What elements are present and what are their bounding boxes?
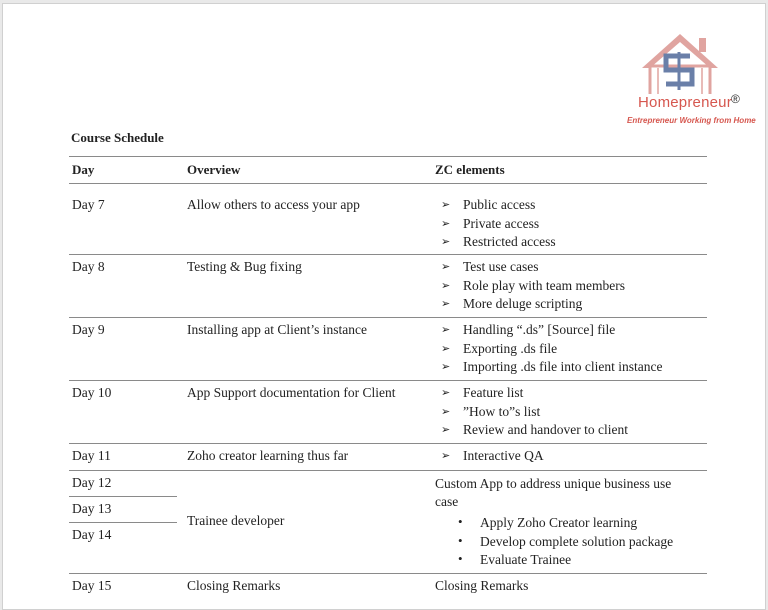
house-dollar-icon [628, 32, 750, 94]
row-rule [69, 443, 707, 444]
row-elements-list [441, 385, 628, 441]
row-elements-list [441, 448, 544, 467]
row-elements-intro: Custom App to address unique business use case [435, 476, 672, 509]
arrow-bullet-icon: ➢ [441, 404, 451, 418]
list-item: ➢ Public access [441, 197, 536, 212]
arrow-bullet-icon: ➢ [441, 278, 451, 292]
bullet-icon: • [458, 532, 463, 548]
row-elements-list [441, 322, 662, 378]
list-item: ➢ Test use cases [441, 259, 539, 274]
row-overview: Testing & Bug fixing [187, 259, 302, 274]
row-day: Day 10 [72, 385, 112, 400]
list-item: ➢ Feature list [441, 385, 524, 400]
row-overview: Closing Remarks [187, 578, 281, 593]
arrow-bullet-icon: ➢ [441, 323, 451, 336]
list-item: ➢ Restricted access [441, 234, 556, 249]
arrow-bullet-icon: ➢ [441, 449, 451, 462]
column-header-zc-elements: ZC elements [435, 162, 505, 177]
column-header-overview: Overview [187, 162, 241, 177]
arrow-bullet-icon: ➢ [441, 260, 451, 273]
row-rule [69, 380, 707, 381]
sub-row-rule [69, 522, 177, 523]
list-item: ➢ Exporting .ds file [441, 340, 558, 356]
arrow-bullet-icon: ➢ [441, 235, 451, 248]
bullet-icon: • [458, 551, 463, 566]
list-item: • Evaluate Trainee [458, 551, 572, 567]
row-overview: Allow others to access your app [187, 197, 360, 212]
list-item: ➢ Importing .ds file into client instance [441, 359, 663, 374]
list-item: ➢ Private access [441, 215, 540, 231]
row-overview: Trainee developer [187, 513, 285, 528]
document-page [2, 3, 766, 610]
row-overview: App Support documentation for Client [187, 385, 396, 400]
arrow-bullet-icon: ➢ [441, 423, 451, 436]
list-item: ➢ Role play with team members [441, 277, 625, 293]
homepreneur-logo [627, 32, 756, 132]
row-rule [69, 254, 707, 255]
table-top-rule [69, 156, 707, 157]
row-day: Day 9 [72, 322, 105, 337]
list-item: ➢ Handling “.ds” [Source] file [441, 322, 616, 337]
bullet-icon: • [458, 514, 463, 529]
arrow-bullet-icon: ➢ [441, 198, 451, 211]
row-day: Day 12 [72, 475, 112, 490]
header-rule [69, 183, 707, 184]
arrow-bullet-icon: ➢ [441, 360, 451, 373]
row-rule [69, 573, 707, 574]
logo-registered-mark: ® [731, 92, 740, 106]
list-item: ➢ ”How to”s list [441, 403, 541, 419]
row-overview: Zoho creator learning thus far [187, 448, 349, 463]
row-day: Day 14 [72, 527, 112, 542]
arrow-bullet-icon: ➢ [441, 386, 451, 399]
row-elements-list [441, 259, 625, 315]
list-item: ➢ More deluge scripting [441, 296, 583, 311]
row-day: Day 11 [72, 448, 111, 463]
logo-tagline: Entrepreneur Working from Home [627, 116, 756, 125]
arrow-bullet-icon: ➢ [441, 216, 451, 230]
row-rule [69, 317, 707, 318]
arrow-bullet-icon: ➢ [441, 341, 451, 355]
arrow-bullet-icon: ➢ [441, 297, 451, 310]
logo-brand: Homepreneur [638, 94, 732, 111]
list-item: • Apply Zoho Creator learning [458, 514, 638, 530]
row-elements-list [441, 197, 556, 253]
row-rule [69, 470, 707, 471]
row-elements: Closing Remarks [435, 578, 529, 593]
list-item: • Develop complete solution package [458, 532, 674, 549]
document-title: Course Schedule [71, 130, 164, 145]
row-elements-list [458, 515, 673, 571]
row-day: Day 7 [72, 197, 105, 212]
list-item: ➢ Interactive QA [441, 448, 544, 463]
row-day: Day 8 [72, 259, 105, 274]
column-header-day: Day [72, 162, 95, 177]
row-day: Day 13 [72, 501, 112, 516]
list-item: ➢ Review and handover to client [441, 422, 628, 437]
row-day: Day 15 [72, 578, 112, 593]
row-overview: Installing app at Client’s instance [187, 322, 367, 337]
sub-row-rule [69, 496, 177, 497]
